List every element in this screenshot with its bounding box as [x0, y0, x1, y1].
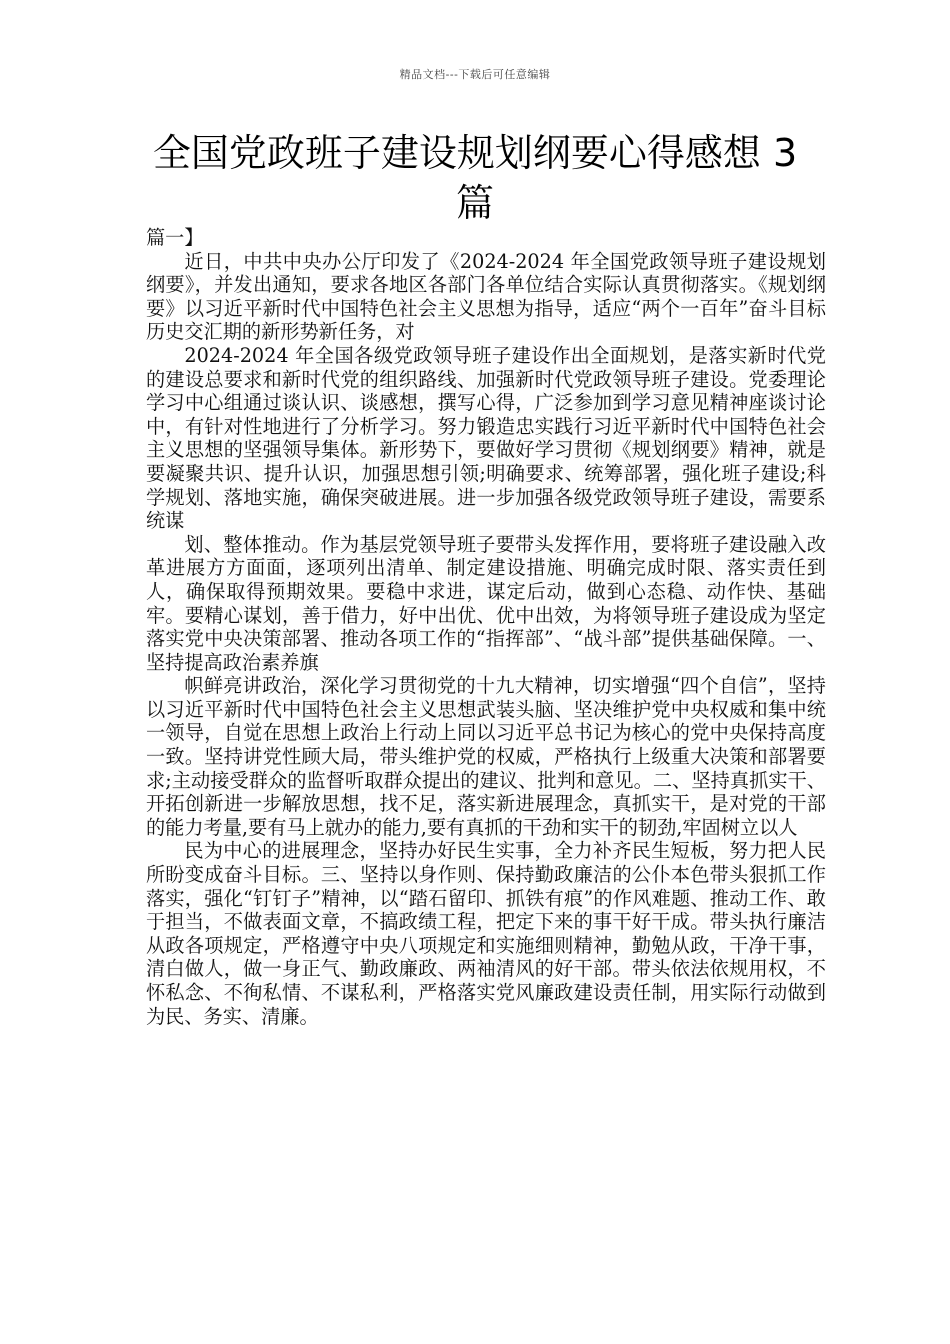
paragraph-4: 帜鲜亮讲政治，深化学习贯彻党的十九大精神，切实增强“四个自信”，坚持以习近平新时代中国特色社会主义思想武装头脑、坚决维护党中央权威和集中统一领导，自觉在思想上政治上行动上同以习近平总书记为核心的党中央保持高度一致。坚持讲党性顾大局，带头维护党的权威，严格执行上级重大决策和部署要求;主动接受群众的监督听取群众提出的建议、批判和意见。二、坚持真抓实干、开拓创新进一步解放思想，找不足，落实新进展理念，真抓实干，是对党的干部的能力考量,要有马上就办的能力,要有真抓的干劲和实干的韧劲,牢固树立以人 [146, 674, 826, 839]
header-note: 精品文档---下载后可任意编辑 [399, 68, 551, 81]
document-title: 全国党政班子建设规划纲要心得感想 3 篇 [152, 131, 798, 225]
paragraph-1: 近日，中共中央办公厅印发了《2024-2024 年全国党政领导班子建设规划纲要》，并发出通知，要求各地区各部门各单位结合实际认真贯彻落实。《规划纲要》以习近平新时代中国特色社会主义思想为指导，适应“两个一百年”奋斗目标历史交汇期的新形势新任务，对 [146, 249, 826, 344]
paragraph-5: 民为中心的进展理念，坚持办好民生实事，全力补齐民生短板，努力把人民所盼变成奋斗目标。三、坚持以身作则、保持勤政廉洁的公仆本色带头狠抓工作落实，强化“钉钉子”精神，以“踏石留印、抓铁有痕”的作风难题、推动工作、敢于担当，不做表面文章，不搞政绩工程，把定下来的事干好干成。带头执行廉洁从政各项规定，严格遵守中央八项规定和实施细则精神，勤勉从政，干净干事，清白做人，做一身正气、勤政廉政、两袖清风的好干部。带头依法依规用权，不怀私念、不徇私情、不谋私利，严格落实党风廉政建设责任制，用实际行动做到为民、务实、清廉。 [146, 839, 826, 1028]
paragraph-2: 2024-2024 年全国各级党政领导班子建设作出全面规划，是落实新时代党的建设总要求和新时代党的组织路线、加强新时代党政领导班子建设。党委理论学习中心组通过谈认识、谈感想，撰写心得，广泛参加到学习意见精神座谈讨论中，有针对性地进行了分析学习。努力锻造忠实践行习近平新时代中国特色社会主义思想的坚强领导集体。新形势下，要做好学习贯彻《规划纲要》精神，就是要凝聚共识、提升认识，加强思想引领;明确要求、统筹部署，强化班子建设;科学规划、落地实施，确保突破进展。进一步加强各级党政领导班子建设，需要系统谋 [146, 343, 826, 533]
section-label: 篇一】 [146, 226, 204, 249]
document-body [146, 226, 826, 1028]
paragraph-3: 划、整体推动。作为基层党领导班子要带头发挥作用，要将班子建设融入改革进展方方面面，逐项列出清单、制定建设措施、明确完成时限、落实责任到人，确保取得预期效果。要稳中求进，谋定后动，做到心态稳、动作快、基础牢。要精心谋划，善于借力，好中出优、优中出效，为将领导班子建设成为坚定落实党中央决策部署、推动各项工作的“指挥部”、“战斗部”提供基础保障。一、坚持提高政治素养旗 [146, 532, 826, 674]
